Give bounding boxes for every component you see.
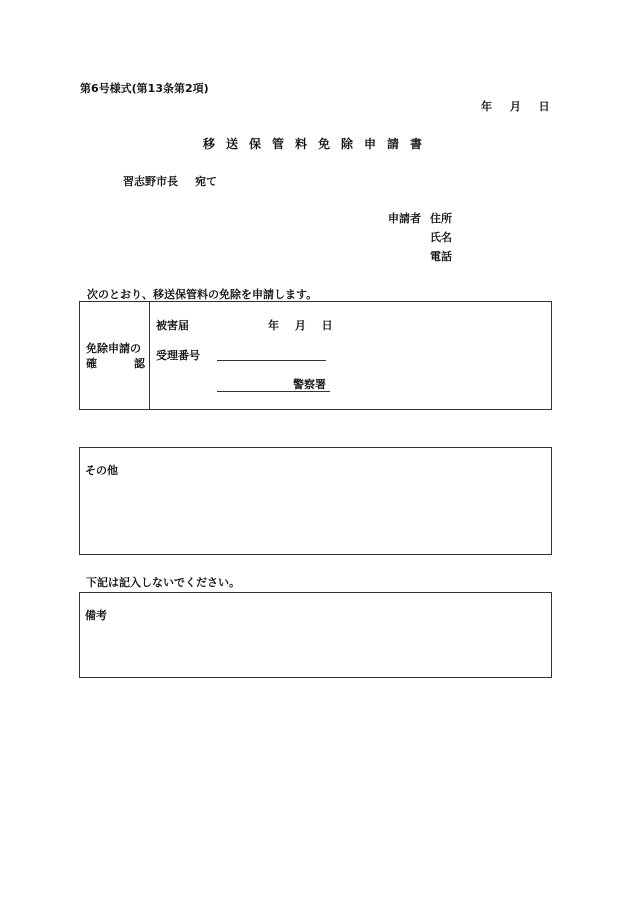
confirmation-section-label-line2 xyxy=(86,357,145,370)
recipient-name: 習志野市長 xyxy=(123,175,178,188)
police-station-line xyxy=(217,391,330,392)
form-number: 第6号様式(第13条第2項) xyxy=(80,82,209,95)
report-label: 被害届 xyxy=(156,319,189,332)
other-label: その他 xyxy=(85,464,118,477)
report-date: 年 月 日 xyxy=(268,319,333,332)
application-date: 年 月 日 xyxy=(481,100,550,113)
applicant-phone-label: 電話 xyxy=(430,250,452,263)
other-box xyxy=(79,447,552,555)
confirmation-box xyxy=(79,301,552,410)
intro-text: 次のとおり、移送保管料の免除を申請します。 xyxy=(87,288,318,301)
applicant-label: 申請者 xyxy=(388,212,421,225)
remarks-box xyxy=(79,592,552,678)
confirmation-divider xyxy=(149,302,150,409)
receipt-number-line xyxy=(217,360,326,361)
notice-text: 下記は記入しないでください。 xyxy=(86,576,240,589)
recipient xyxy=(123,176,217,187)
confirmation-label-left: 確 xyxy=(86,357,97,370)
document-title: 移送保管料免除申請書 xyxy=(202,137,433,151)
applicant-address-label: 住所 xyxy=(430,212,452,225)
police-station-label: 警察署 xyxy=(293,378,326,391)
applicant-name-label: 氏名 xyxy=(430,231,452,244)
confirmation-label-right: 認 xyxy=(134,357,145,370)
recipient-suffix: 宛て xyxy=(195,175,217,188)
remarks-label: 備考 xyxy=(85,609,107,622)
receipt-number-label: 受理番号 xyxy=(156,349,200,362)
confirmation-section-label-line1: 免除申請の xyxy=(86,342,141,355)
